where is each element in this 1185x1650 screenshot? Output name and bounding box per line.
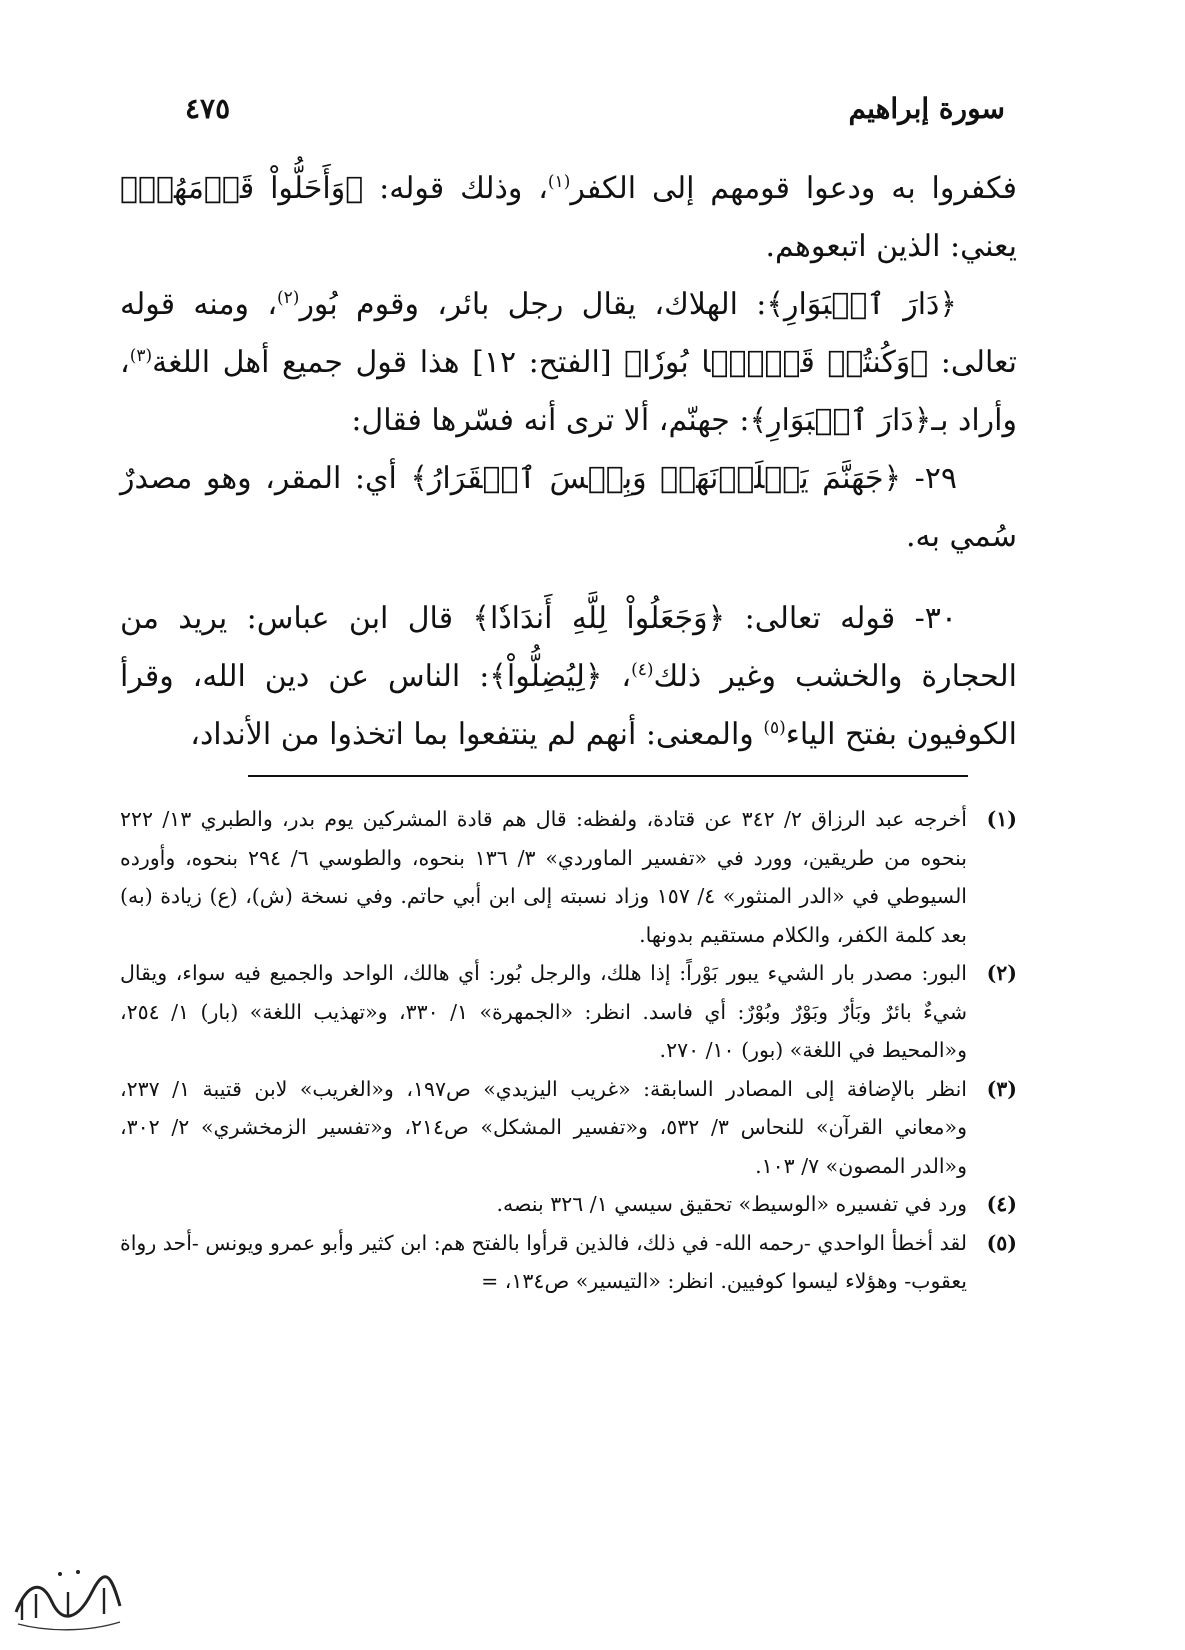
footnote-ref-1[interactable]: (١) [547,172,571,192]
footnote-ref-4[interactable]: (٤) [631,660,654,680]
main-text [120,160,1017,764]
paragraph-2 [120,276,1017,450]
footnote-4 [120,1185,1017,1224]
text-span: ﴿دَارَ ٱلۡبَوَارِ﴾: الهلاك، يقال رجل بائر، وقوم بُور [299,287,957,322]
footnote-ref-2[interactable]: (٢) [277,288,300,308]
footnote-number: (٤) [986,1192,1017,1216]
footnote-number: (٢) [986,961,1017,985]
footnote-text: أخرجه عبد الرزاق ٢/ ٣٤٢ عن قتادة، ولفظه: قال هم قادة المشركين يوم بدر، والطبري ١٣/ ٢٢٢ بنحوه من طريقين، وورد في «تفسير الماوردي» ٣/ ١٣٦ بنحوه، والطوسي ٦/ ٢٩٤ بنحوه، وأورده السيوطي في «الدر المنثور» ٤/ ١٥٧ وزاد نسبته إلى ابن أبي حاتم. وفي نسخة (ش)، (ع) زيادة (به) بعد كلمة الكفر، والكلام مستقيم بدونها. [120,807,968,947]
text-span: ، وأراد بـ﴿دَارَ ٱلۡبَوَارِ﴾: جهنّم، ألا ترى أنه فسّرها فقال: [120,345,1017,438]
text-span: والمعنى: أنهم لم ينتفعوا بما اتخذوا من الأنداد، [190,717,764,752]
page-number: ٤٧٥ [185,91,231,125]
footnotes [120,800,1017,1301]
footnote-ref-3[interactable]: (٣) [129,346,153,366]
library-logo-icon [8,1562,126,1634]
footnote-text: ورد في تفسيره «الوسيط» تحقيق سيسي ١/ ٣٢٦ بنصه. [496,1192,967,1216]
paragraph-1 [120,160,1017,276]
footnote-1 [120,800,1017,954]
footnote-ref-5[interactable]: (٥) [763,718,786,738]
text-span: ، وذلك قوله: ﴿وَأَحَلُّواْ قَوۡمَهُمۡ﴾ يعني: الذين اتبعوهم. [120,171,1017,264]
paragraph-4 [120,590,1017,764]
paragraph-3: ٢٩- ﴿جَهَنَّمَ يَصۡلَوۡنَهَاۖ وَبِئۡسَ ٱلۡقَرَارُ﴾ أي: المقر، وهو مصدرٌ سُمي به. [120,461,1017,554]
footnote-2 [120,954,1017,1070]
text-span: فكفروا به ودعوا قومهم إلى الكفر [570,171,1017,206]
footnote-text: البور: مصدر بار الشيء يبور بَوْراً: إذا هلك، والرجل بُور: أي هالك، الواحد والجميع فيه سواء، ويقال شيءٌ بائرٌ وبَأرٌ وبَوْرٌ وبُوْرٌ: أي فاسد. انظر: «الجمهرة» ١/ ٣٣٠، و«تهذيب اللغة» (بار) ١/ ٢٥٤، و«المحيط في اللغة» (بور) ١٠/ ٢٧٠. [120,961,968,1062]
footnote-number: (٥) [986,1230,1017,1255]
footnote-3 [120,1070,1017,1186]
text-span: ، ﴿لِيُضِلُّواْ﴾: الناس عن دين الله، وقرأ الكوفيون بفتح الياء [120,659,1017,752]
page-header [185,88,1005,128]
footnote-text: انظر بالإضافة إلى المصادر السابقة: «غريب اليزيدي» ص١٩٧، و«الغريب» لابن قتيبة ١/ ٢٣٧، و«معاني القرآن» للنحاس ٣/ ٥٣٢، و«تفسير المشكل» ص٢١٤، و«تفسير الزمخشري» ٢/ ٣٠٢، و«الدر المصون» ٧/ ١٠٣. [120,1076,967,1178]
footnote-divider [248,775,968,777]
footnote-5 [120,1224,1017,1301]
text-span: ، ومنه قوله تعالى: ﴿وَكُنتُمۡ قَوۡمَۢا بُورٗا﴾ [الفتح: ١٢] هذا قول جميع أهل اللغة [120,287,1017,380]
surah-title: سورة إبراهيم [848,91,1005,125]
footnote-number: (٣) [986,1076,1017,1101]
footnote-number: (١) [986,807,1017,831]
footnote-text: لقد أخطأ الواحدي -رحمه الله- في ذلك، فالذين قرأوا بالفتح هم: ابن كثير وأبو عمرو ويونس -أحد رواة يعقوب- وهؤلاء ليسوا كوفيين. انظر: «التيسير» ص١٣٤، = [120,1230,967,1293]
text-span: ٣٠- قوله تعالى: ﴿وَجَعَلُواْ لِلَّهِ أَندَادٗا﴾ قال ابن عباس: يريد من الحجارة والخشب وغير ذلك [120,601,1017,694]
